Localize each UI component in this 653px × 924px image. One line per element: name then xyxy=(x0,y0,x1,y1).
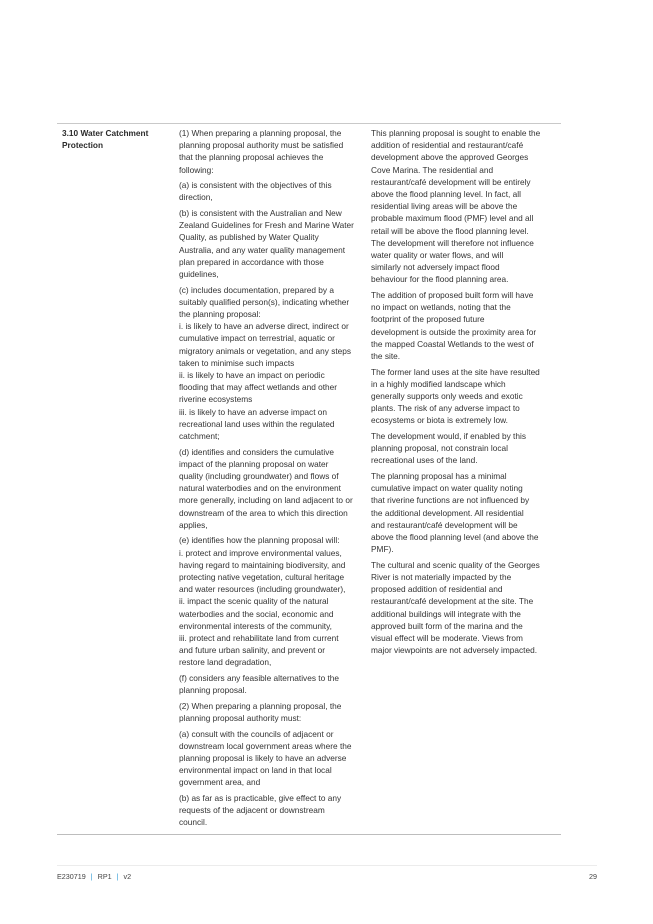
direction-paragraph: (a) consult with the councils of adjacent or downstream local government areas where the planning proposal is likely to have an adverse environmental impact on land in that local government area, and xyxy=(179,728,352,788)
section-heading-column xyxy=(57,127,175,832)
response-column xyxy=(371,127,561,832)
direction-paragraph: (b) as far as is practicable, give effect to any requests of the adjacent or downstream council. xyxy=(179,793,342,828)
compliance-table xyxy=(57,123,561,835)
direction-column xyxy=(175,127,371,832)
direction-paragraph: (1) When preparing a planning proposal, the planning proposal authority must be satisfied that the planning proposal achieves the following: xyxy=(179,128,344,175)
page-number: 29 xyxy=(589,872,597,881)
direction-paragraph: (2) When preparing a planning proposal, the planning proposal authority must: xyxy=(179,700,342,724)
page-footer xyxy=(57,865,597,881)
footer-separator: | xyxy=(90,872,93,881)
direction-paragraph: (d) identifies and considers the cumulative impact of the planning proposal on water quality (including groundwater) and flows of natural waterbodies and on the environment more generally, including on land adjacent to or downstream of the area to which this direction applies, xyxy=(179,446,353,530)
response-paragraph: The planning proposal has a minimal cumulative impact on water quality noting that riverine functions are not influenced by the additional development. All residential and restaurant/café development will be above the flood planning level (and above the PMF). xyxy=(371,471,539,555)
footer-separator: | xyxy=(116,872,119,881)
response-paragraph: The development would, if enabled by this planning proposal, not constrain local recreational uses of the land. xyxy=(371,431,526,466)
section-heading: 3.10 Water Catchment Protection xyxy=(62,128,149,151)
direction-paragraph: (c) includes documentation, prepared by a suitably qualified person(s), indicating whether the planning proposal: i. is likely to have an adverse direct, indirect or cumulative impact on terrestrial, aquatic or migratory animals or vegetation, and any steps taken to minimise such impacts ii. is likely to have an impact on periodic flooding that may affect wetlands and other riverine ecosystems iii. is likely to have an adverse impact on recreational land uses within the regulated catchment; xyxy=(179,284,352,442)
document-number: E230719 xyxy=(57,872,86,881)
direction-paragraph: (b) is consistent with the Australian and New Zealand Guidelines for Fresh and Marine Water Quality, as published by Water Quality Australia, and any water quality management plan prepared in accordance with those guidelines, xyxy=(179,208,354,280)
response-paragraph: This planning proposal is sought to enable the addition of residential and restaurant/café development above the approved Georges Cove Marina. The residential and restaurant/café development will be entirely above the flood planning level. In fact, all residential living areas will be above the probable maximum flood (PMF) level and all retail will be above the flood planning level. The development will therefore not influence water quality or water flows, and will similarly not adversely impact flood behaviour for the flood planning area. xyxy=(371,128,541,285)
response-paragraph: The former land uses at the site have resulted in a highly modified landscape which generally supports only weeds and exotic plants. The risk of any adverse impact to ecosystems or biota is extremely low. xyxy=(371,366,540,426)
response-paragraph: The addition of proposed built form will have no impact on wetlands, noting that the footprint of the proposed future development is outside the proximity area for the mapped Coastal Wetlands to the west of the site. xyxy=(371,290,537,362)
direction-paragraph: (e) identifies how the planning proposal will: i. protect and improve environmental values, having regard to maintaining biodiversity, and protecting native vegetation, cultural heritage and water resources (including groundwater), ii. impact the scenic quality of the natural waterbodies and the social, economic and environmental interests of the community, iii. protect and rehabilitate land from current and future urban salinity, and prevent or restore land degradation, xyxy=(179,535,346,668)
version-label: v2 xyxy=(123,872,132,881)
direction-paragraph: (a) is consistent with the objectives of this direction, xyxy=(179,180,332,203)
direction-paragraph: (f) considers any feasible alternatives to the planning proposal. xyxy=(179,673,340,696)
report-code: RP1 xyxy=(97,872,112,881)
response-paragraph: The cultural and scenic quality of the Georges River is not materially impacted by the proposed addition of residential and restaurant/café development at the site. The additional buildings will integrate with the approved built form of the marina and the visual effect will be moderate. Views from major viewpoints are not adversely impacted. xyxy=(371,559,540,656)
document-reference xyxy=(57,872,131,881)
